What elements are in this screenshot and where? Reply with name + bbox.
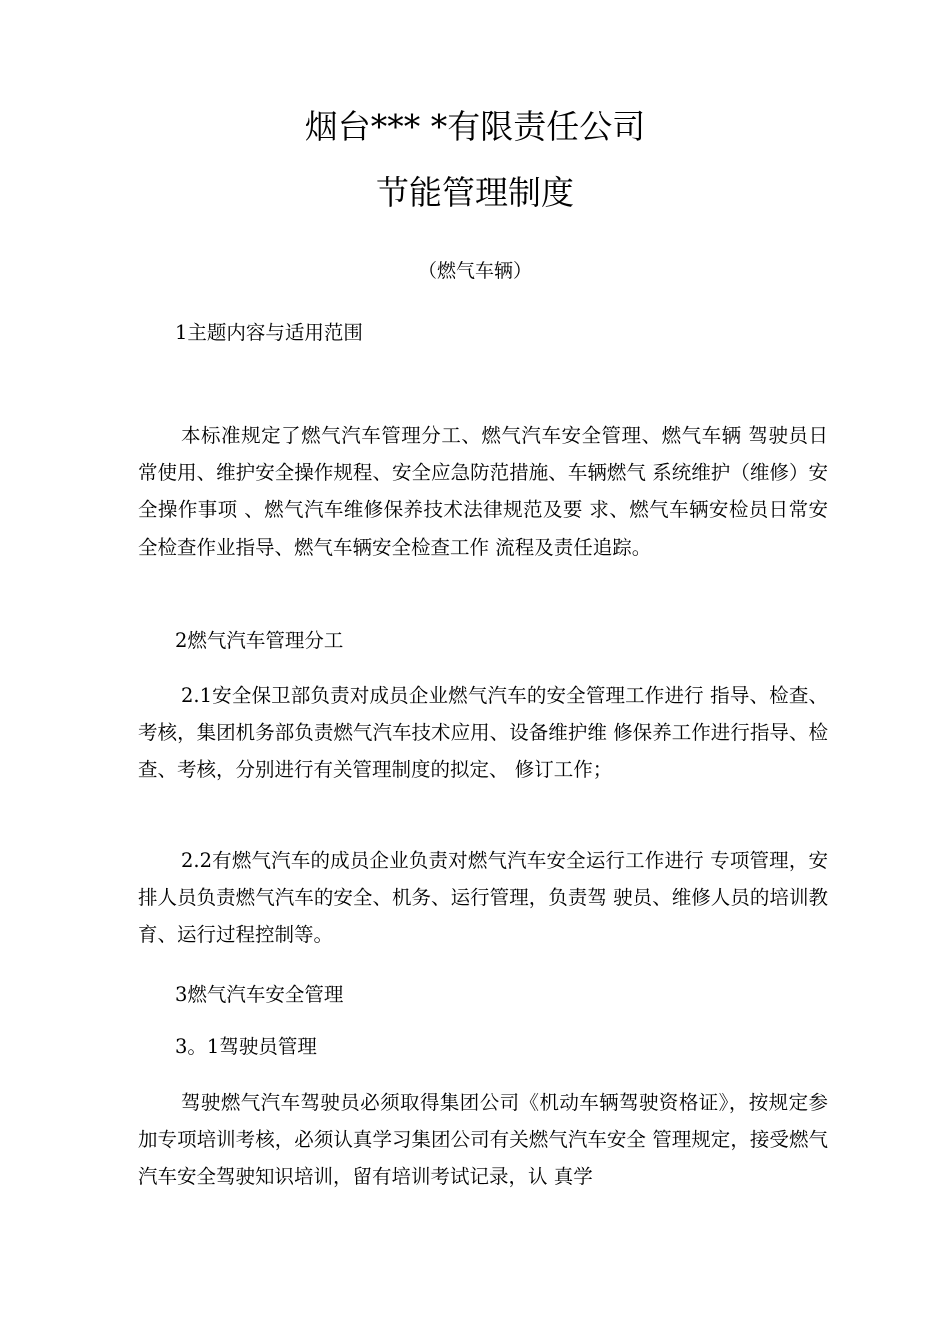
company-title: 烟台*** *有限责任公司 xyxy=(304,107,646,146)
section-2-heading: 2燃气汽车管理分工 xyxy=(175,629,344,652)
document-title: 节能管理制度 xyxy=(376,173,574,212)
section-1-paragraph: 本标准规定了燃气汽车管理分工、燃气汽车安全管理、燃气车辆 驾驶员日常使用、维护安全操作规程、安全应急防范措施、车辆燃气 系统维护（维修）安全操作事项 、燃气汽车维修保养技术法律规范及要 求、燃气车辆安检员日常安全检查作业指导、燃气车辆安全检查工作 流程及责任追踪。 xyxy=(138,424,828,559)
section-3-1-paragraph: 驾驶燃气汽车驾驶员必须取得集团公司《机动车辆驾驶资格证》，按规定参加专项培训考核，必须认真学习集团公司有关燃气汽车安全 管理规定，接受燃气汽车安全驾驶知识培训，留有培训考试记录，认 真学 xyxy=(138,1091,828,1189)
section-2-2-paragraph: 2.2有燃气汽车的成员企业负责对燃气汽车安全运行工作进行 专项管理，安排人员负责燃气汽车的安全、机务、运行管理，负责驾 驶员、维修人员的培训教育、运行过程控制等。 xyxy=(138,849,828,947)
section-1-heading: 1主题内容与适用范围 xyxy=(175,321,363,344)
section-2-1-paragraph: 2.1安全保卫部负责对成员企业燃气汽车的安全管理工作进行 指导、检查、考核，集团机务部负责燃气汽车技术应用、设备维护维 修保养工作进行指导、检查、考核，分别进行有关管理制度的拟定、 修订工作； xyxy=(138,684,828,782)
section-3-1-heading: 3。1驾驶员管理 xyxy=(175,1035,317,1058)
section-3-heading: 3燃气汽车安全管理 xyxy=(175,983,344,1006)
document-subtitle: （燃气车辆） xyxy=(417,260,532,282)
